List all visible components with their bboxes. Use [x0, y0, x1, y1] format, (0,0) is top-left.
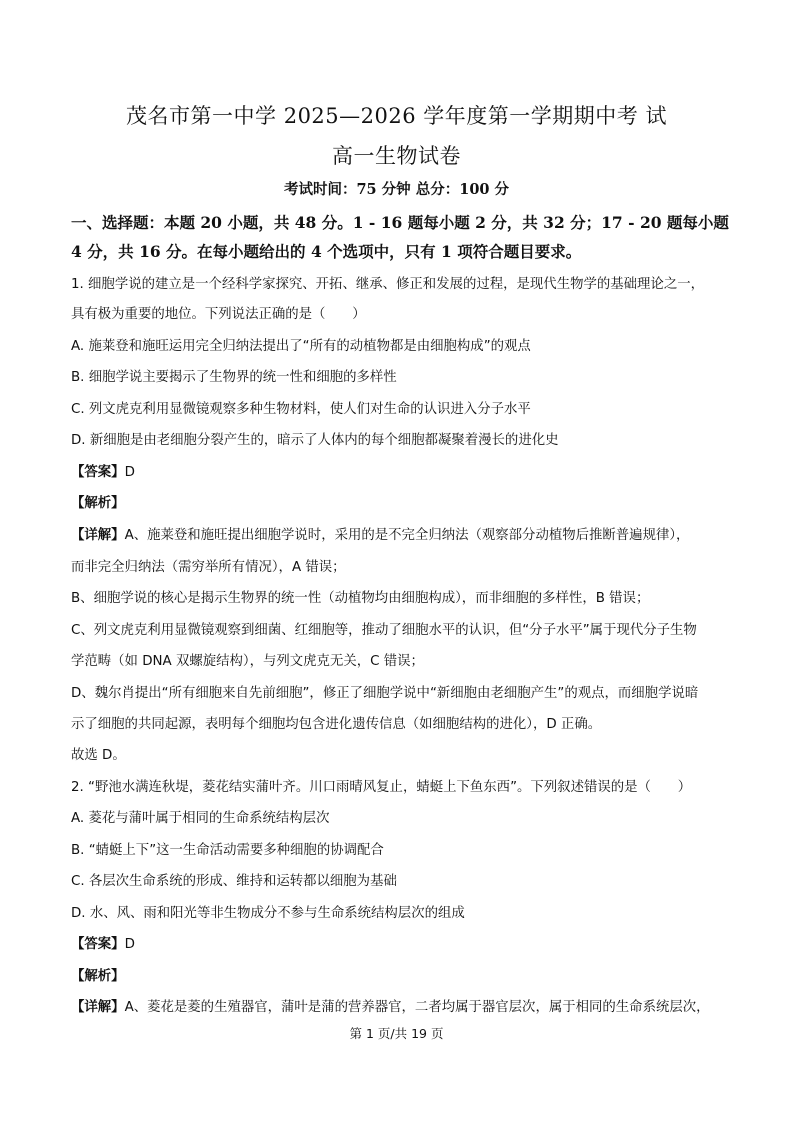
- q1-detail-line2: 而非完全归纳法（需穷举所有情况），A 错误；: [71, 560, 346, 575]
- q1-detail-line5: 学范畴（如 DNA 双螺旋结构），与列文虎克无关，C 错误；: [71, 654, 424, 669]
- q1-detail-line1: [71, 524, 689, 543]
- q1-option-a: A. 施莱登和施旺运用完全归纳法提出了“所有的动植物都是由细胞构成”的观点: [71, 339, 531, 354]
- q1-answer: [71, 461, 135, 480]
- detail-tag: 【详解】: [71, 1000, 125, 1015]
- q2-analysis-tag: 【解析】: [71, 969, 125, 984]
- answer-tag: 【答案】: [71, 937, 125, 952]
- q1-option-c: C. 列文虎克利用显微镜观察多种生物材料，使人们对生命的认识进入分子水平: [71, 402, 531, 417]
- paper-title: 高一生物试卷: [332, 144, 461, 168]
- q1-detail-line6: D、魏尔肖提出“所有细胞来自先前细胞”，修正了细胞学说中“新细胞由老细胞产生”的观点，而细胞学说暗: [71, 686, 699, 701]
- q1-detail-line4: C、列文虎克利用显微镜观察到细菌、红细胞等，推动了细胞水平的认识，但“分子水平”属于现代分子生物: [71, 623, 697, 638]
- answer-value: D: [124, 465, 135, 480]
- q2-option-d: D. 水、风、雨和阳光等非生物成分不参与生命系统结构层次的组成: [71, 906, 465, 921]
- q2-option-b: B. “蜻蜓上下”这一生命活动需要多种细胞的协调配合: [71, 843, 384, 858]
- answer-tag: 【答案】: [71, 465, 125, 480]
- q1-analysis-tag: 【解析】: [71, 496, 125, 511]
- section-instructions-line2: 4 分，共 16 分。在每小题给出的 4 个选项中，只有 1 项符合题目要求。: [71, 242, 582, 261]
- q1-option-d: D. 新细胞是由老细胞分裂产生的，暗示了人体内的每个细胞都凝聚着漫长的进化史: [71, 433, 559, 448]
- exam-title: 茂名市第一中学 2025—2026 学年度第一学期期中考 试: [126, 104, 667, 128]
- q1-stem-line1: 1. 细胞学说的建立是一个经科学家探究、开拓、继承、修正和发展的过程，是现代生物学的基础理论之一，: [71, 277, 704, 292]
- detail-text: A、施莱登和施旺提出细胞学说时，采用的是不完全归纳法（观察部分动植物后推断普遍规律），: [124, 528, 690, 543]
- q2-answer: [71, 933, 135, 952]
- answer-value: D: [124, 937, 135, 952]
- detail-text: A、菱花是菱的生殖器官，蒲叶是蒲的营养器官，二者均属于器官层次，属于相同的生命系统层次，: [124, 1000, 710, 1015]
- q1-option-b: B. 细胞学说主要揭示了生物界的统一性和细胞的多样性: [71, 370, 397, 385]
- q1-detail-line3: B、细胞学说的核心是揭示生物界的统一性（动植物均由细胞构成），而非细胞的多样性，B 错误；: [71, 591, 650, 606]
- q1-stem-line2: 具有极为重要的地位。下列说法正确的是（ ）: [71, 307, 366, 322]
- q1-detail-line7: 示了细胞的共同起源，表明每个细胞均包含进化遗传信息（如细胞结构的进化），D 正确。: [71, 717, 602, 732]
- q1-conclusion: 故选 D。: [71, 748, 126, 763]
- section-instructions-line1: 一、选择题：本题 20 小题，共 48 分。1 - 16 题每小题 2 分，共 32 分；17 - 20 题每小题: [71, 213, 729, 232]
- q2-detail-line1: [71, 996, 710, 1015]
- page-number: 第 1 页/共 19 页: [349, 1026, 444, 1041]
- q2-stem: 2. “野池水满连秋堤，菱花结实蒲叶齐。川口雨晴风复止，蜻蜓上下鱼东西”。下列叙述错误的是（ ）: [71, 780, 692, 795]
- q2-option-c: C. 各层次生命系统的形成、维持和运转都以细胞为基础: [71, 874, 397, 889]
- exam-info: 考试时间：75 分钟 总分：100 分: [283, 181, 510, 198]
- q2-option-a: A. 菱花与蒲叶属于相同的生命系统结构层次: [71, 811, 330, 826]
- detail-tag: 【详解】: [71, 528, 125, 543]
